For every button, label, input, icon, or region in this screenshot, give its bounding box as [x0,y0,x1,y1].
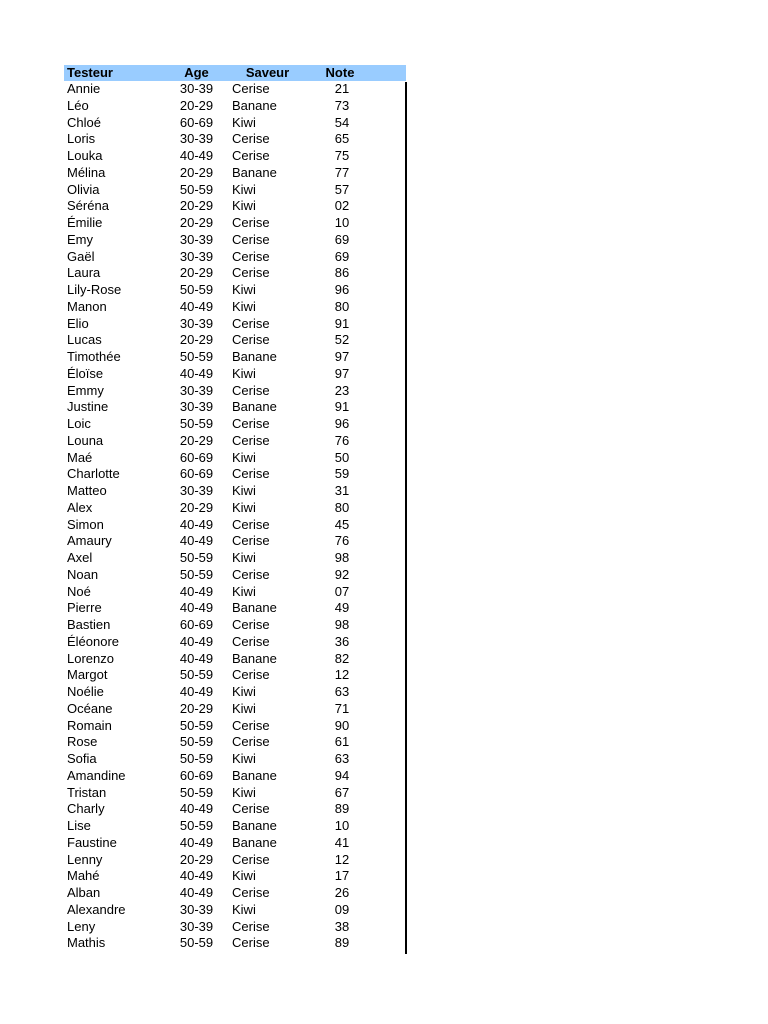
cell-tester: Matteo [67,483,107,498]
cell-flavor: Cerise [232,935,270,951]
cell-age: 50-59 [179,818,214,833]
cell-tester: Gaël [67,248,95,264]
table-row [64,617,406,634]
cell-score: 69 [334,231,350,247]
cell-flavor: Banane [232,600,277,616]
cell-score: 52 [334,332,350,348]
cell-tester: Leny [67,918,96,934]
cell-flavor: Kiwi [232,198,256,214]
table-row [64,81,406,98]
cell-age: 30-39 [179,901,214,917]
table-row [64,785,406,802]
cell-tester: Noé [67,583,91,599]
table-row [64,466,406,483]
cell-score: 63 [334,751,350,766]
cell-age: 50-59 [179,667,214,683]
cell-age: 40-49 [179,650,214,666]
cell-flavor: Kiwi [232,868,256,884]
cell-age: 50-59 [179,734,214,750]
cell-flavor: Banane [232,164,277,180]
cell-tester: Alex [67,499,93,515]
cell-age: 20-29 [179,700,214,716]
cell-tester: Émilie [67,215,103,230]
cell-flavor: Banane [232,399,277,415]
cell-age: 40-49 [179,633,214,649]
cell-score: 10 [334,215,350,230]
cell-tester: Mélina [67,164,106,180]
cell-age: 20-29 [179,215,214,230]
cell-score: 23 [334,382,350,398]
table-row [64,316,406,333]
cell-age: 40-49 [179,600,214,616]
table-row [64,567,406,584]
cell-tester: Loic [67,416,91,431]
cell-tester: Bastien [67,617,111,632]
cell-tester: Lily-Rose [67,282,122,297]
table-row [64,249,406,266]
cell-score: 31 [334,483,350,498]
cell-age: 50-59 [179,416,214,431]
cell-flavor: Kiwi [232,499,256,515]
cell-age: 40-49 [179,583,214,599]
table-row [64,182,406,199]
cell-tester: Alexandre [67,901,126,917]
cell-score: 96 [334,416,350,431]
cell-age: 20-29 [179,198,214,214]
cell-tester: Axel [67,550,93,565]
table-row [64,801,406,818]
cell-tester: Chloé [67,114,101,130]
cell-age: 50-59 [179,784,214,800]
cell-score: 75 [334,148,350,163]
table-row [64,399,406,416]
cell-age: 50-59 [179,751,214,766]
cell-flavor: Cerise [232,667,270,683]
cell-tester: Rose [67,734,98,750]
cell-score: 61 [334,734,350,750]
cell-age: 40-49 [179,365,214,381]
table-row [64,433,406,450]
cell-score: 89 [334,801,350,817]
cell-score: 91 [334,399,350,415]
data-table [64,65,406,952]
table-row [64,919,406,936]
cell-flavor: Banane [232,818,277,833]
table-row [64,98,406,115]
cell-age: 30-39 [179,483,214,498]
cell-score: 76 [334,432,350,448]
table-row [64,282,406,299]
cell-score: 10 [334,818,350,833]
header-tester: Testeur [67,65,113,80]
cell-age: 40-49 [179,533,214,549]
table-row [64,366,406,383]
cell-score: 82 [334,650,350,666]
cell-flavor: Kiwi [232,181,256,197]
cell-score: 09 [334,901,350,917]
cell-score: 45 [334,516,350,532]
table-row [64,751,406,768]
table-row [64,935,406,952]
cell-tester: Manon [67,298,107,314]
cell-age: 50-59 [179,349,214,364]
cell-score: 36 [334,633,350,649]
cell-age: 50-59 [179,566,214,582]
cell-flavor: Kiwi [232,700,256,716]
cell-flavor: Cerise [232,432,270,448]
cell-score: 71 [334,700,350,716]
cell-score: 59 [334,466,350,482]
cell-tester: Séréna [67,198,109,214]
header-flavor: Saveur [245,65,290,80]
cell-score: 57 [334,181,350,197]
cell-age: 20-29 [179,97,214,113]
cell-flavor: Kiwi [232,298,256,314]
cell-tester: Maé [67,449,93,465]
cell-flavor: Banane [232,650,277,666]
table-row [64,232,406,249]
cell-score: 69 [334,248,350,264]
cell-age: 50-59 [179,282,214,297]
table-row [64,500,406,517]
cell-flavor: Cerise [232,918,270,934]
cell-flavor: Cerise [232,81,270,96]
cell-age: 30-39 [179,81,214,96]
table-row [64,299,406,316]
header-age: Age [184,65,209,80]
table-row [64,483,406,500]
cell-score: 54 [334,114,350,130]
cell-tester: Charly [67,801,105,817]
cell-flavor: Cerise [232,516,270,532]
cell-age: 40-49 [179,298,214,314]
cell-age: 40-49 [179,801,214,817]
cell-flavor: Kiwi [232,449,256,465]
cell-age: 40-49 [179,684,214,699]
cell-flavor: Cerise [232,315,270,331]
cell-flavor: Kiwi [232,282,256,297]
cell-age: 50-59 [179,550,214,565]
cell-tester: Mahé [67,868,100,884]
cell-score: 38 [334,918,350,934]
cell-age: 20-29 [179,432,214,448]
cell-score: 97 [334,349,350,364]
cell-tester: Emmy [67,382,104,398]
cell-score: 86 [334,265,350,281]
cell-age: 50-59 [179,181,214,197]
cell-flavor: Cerise [232,566,270,582]
cell-score: 21 [334,81,350,96]
cell-tester: Amaury [67,533,112,549]
cell-flavor: Kiwi [232,901,256,917]
cell-tester: Faustine [67,834,117,850]
table-row [64,416,406,433]
table-row [64,852,406,869]
cell-tester: Lenny [67,851,103,867]
table-row [64,115,406,132]
cell-tester: Pierre [67,600,102,616]
cell-age: 20-29 [179,164,214,180]
cell-score: 77 [334,164,350,180]
table-row [64,265,406,282]
cell-tester: Léo [67,97,89,113]
cell-score: 67 [334,784,350,800]
cell-score: 26 [334,885,350,900]
cell-score: 80 [334,298,350,314]
cell-flavor: Kiwi [232,114,256,130]
table-row [64,667,406,684]
cell-score: 12 [334,851,350,867]
cell-age: 60-69 [179,114,214,130]
table-row [64,198,406,215]
cell-tester: Sofia [67,751,97,766]
cell-age: 30-39 [179,231,214,247]
cell-age: 60-69 [179,617,214,632]
cell-flavor: Kiwi [232,365,256,381]
table-row [64,718,406,735]
table-row [64,734,406,751]
cell-tester: Elio [67,315,89,331]
cell-flavor: Cerise [232,851,270,867]
cell-tester: Lise [67,818,91,833]
cell-tester: Éléonore [67,633,120,649]
cell-score: 17 [334,868,350,884]
cell-age: 30-39 [179,131,214,147]
table-row [64,818,406,835]
cell-flavor: Cerise [232,885,270,900]
table-row [64,349,406,366]
cell-flavor: Kiwi [232,784,256,800]
cell-tester: Amandine [67,767,126,783]
cell-score: 76 [334,533,350,549]
cell-flavor: Cerise [232,248,270,264]
table-row [64,332,406,349]
cell-age: 50-59 [179,717,214,733]
table-row [64,148,406,165]
cell-flavor: Banane [232,349,277,364]
cell-tester: Simon [67,516,104,532]
cell-score: 12 [334,667,350,683]
cell-age: 30-39 [179,315,214,331]
cell-flavor: Cerise [232,734,270,750]
table-row [64,383,406,400]
table-row [64,165,406,182]
cell-score: 91 [334,315,350,331]
cell-tester: Timothée [67,349,121,364]
cell-flavor: Cerise [232,801,270,817]
cell-age: 40-49 [179,148,214,163]
cell-flavor: Cerise [232,466,270,482]
cell-age: 20-29 [179,851,214,867]
cell-tester: Romain [67,717,112,733]
cell-tester: Noélie [67,684,104,699]
table-row [64,517,406,534]
cell-score: 73 [334,97,350,113]
cell-age: 60-69 [179,449,214,465]
cell-age: 50-59 [179,935,214,951]
cell-score: 96 [334,282,350,297]
cell-tester: Margot [67,667,108,683]
cell-score: 89 [334,935,350,951]
cell-tester: Noan [67,566,99,582]
cell-age: 20-29 [179,499,214,515]
cell-score: 97 [334,365,350,381]
table-row [64,684,406,701]
cell-tester: Alban [67,885,101,900]
cell-flavor: Banane [232,834,277,850]
cell-flavor: Banane [232,97,277,113]
cell-age: 20-29 [179,332,214,348]
cell-score: 80 [334,499,350,515]
cell-tester: Olivia [67,181,100,197]
cell-tester: Océane [67,700,113,716]
cell-flavor: Cerise [232,416,270,431]
cell-flavor: Cerise [232,265,270,281]
cell-flavor: Cerise [232,382,270,398]
cell-score: 02 [334,198,350,214]
table-row [64,902,406,919]
table-row [64,215,406,232]
cell-age: 40-49 [179,516,214,532]
cell-score: 07 [334,583,350,599]
cell-tester: Charlotte [67,466,120,482]
table-row [64,768,406,785]
cell-age: 30-39 [179,918,214,934]
cell-flavor: Cerise [232,717,270,733]
table-body [64,81,406,952]
cell-age: 30-39 [179,248,214,264]
table-row [64,131,406,148]
table-header-row [64,65,406,81]
cell-flavor: Cerise [232,332,270,348]
cell-score: 90 [334,717,350,733]
cell-score: 50 [334,449,350,465]
cell-flavor: Cerise [232,148,270,163]
cell-flavor: Cerise [232,633,270,649]
cell-flavor: Banane [232,767,277,783]
cell-score: 63 [334,684,350,699]
cell-tester: Loris [67,131,96,147]
cell-age: 60-69 [179,466,214,482]
cell-score: 41 [334,834,350,850]
cell-flavor: Cerise [232,231,270,247]
cell-score: 92 [334,566,350,582]
cell-flavor: Kiwi [232,483,256,498]
cell-flavor: Cerise [232,131,270,147]
cell-tester: Annie [67,81,101,96]
table-row [64,835,406,852]
table-row [64,533,406,550]
header-score: Note [325,65,355,80]
table-row [64,651,406,668]
cell-flavor: Cerise [232,617,270,632]
cell-tester: Tristan [67,784,107,800]
table-row [64,584,406,601]
cell-tester: Laura [67,265,101,281]
table-row [64,701,406,718]
cell-age: 40-49 [179,834,214,850]
cell-score: 98 [334,550,350,565]
cell-age: 40-49 [179,868,214,884]
cell-flavor: Kiwi [232,550,256,565]
cell-flavor: Cerise [232,533,270,549]
cell-flavor: Kiwi [232,684,256,699]
cell-flavor: Kiwi [232,751,256,766]
cell-tester: Emy [67,231,93,247]
cell-tester: Justine [67,399,109,415]
table-row [64,868,406,885]
cell-score: 98 [334,617,350,632]
cell-flavor: Kiwi [232,583,256,599]
cell-tester: Lorenzo [67,650,114,666]
cell-age: 30-39 [179,382,214,398]
cell-age: 40-49 [179,885,214,900]
table-row [64,885,406,902]
table-row [64,634,406,651]
cell-age: 30-39 [179,399,214,415]
cell-tester: Mathis [67,935,106,951]
cell-tester: Louka [67,148,103,163]
cell-tester: Éloïse [67,365,104,381]
table-row [64,600,406,617]
table-row [64,450,406,467]
cell-age: 60-69 [179,767,214,783]
cell-tester: Lucas [67,332,102,348]
cell-flavor: Cerise [232,215,270,230]
cell-age: 20-29 [179,265,214,281]
table-right-border [405,82,407,954]
cell-score: 94 [334,767,350,783]
cell-score: 49 [334,600,350,616]
table-row [64,550,406,567]
cell-score: 65 [334,131,350,147]
cell-tester: Louna [67,432,104,448]
